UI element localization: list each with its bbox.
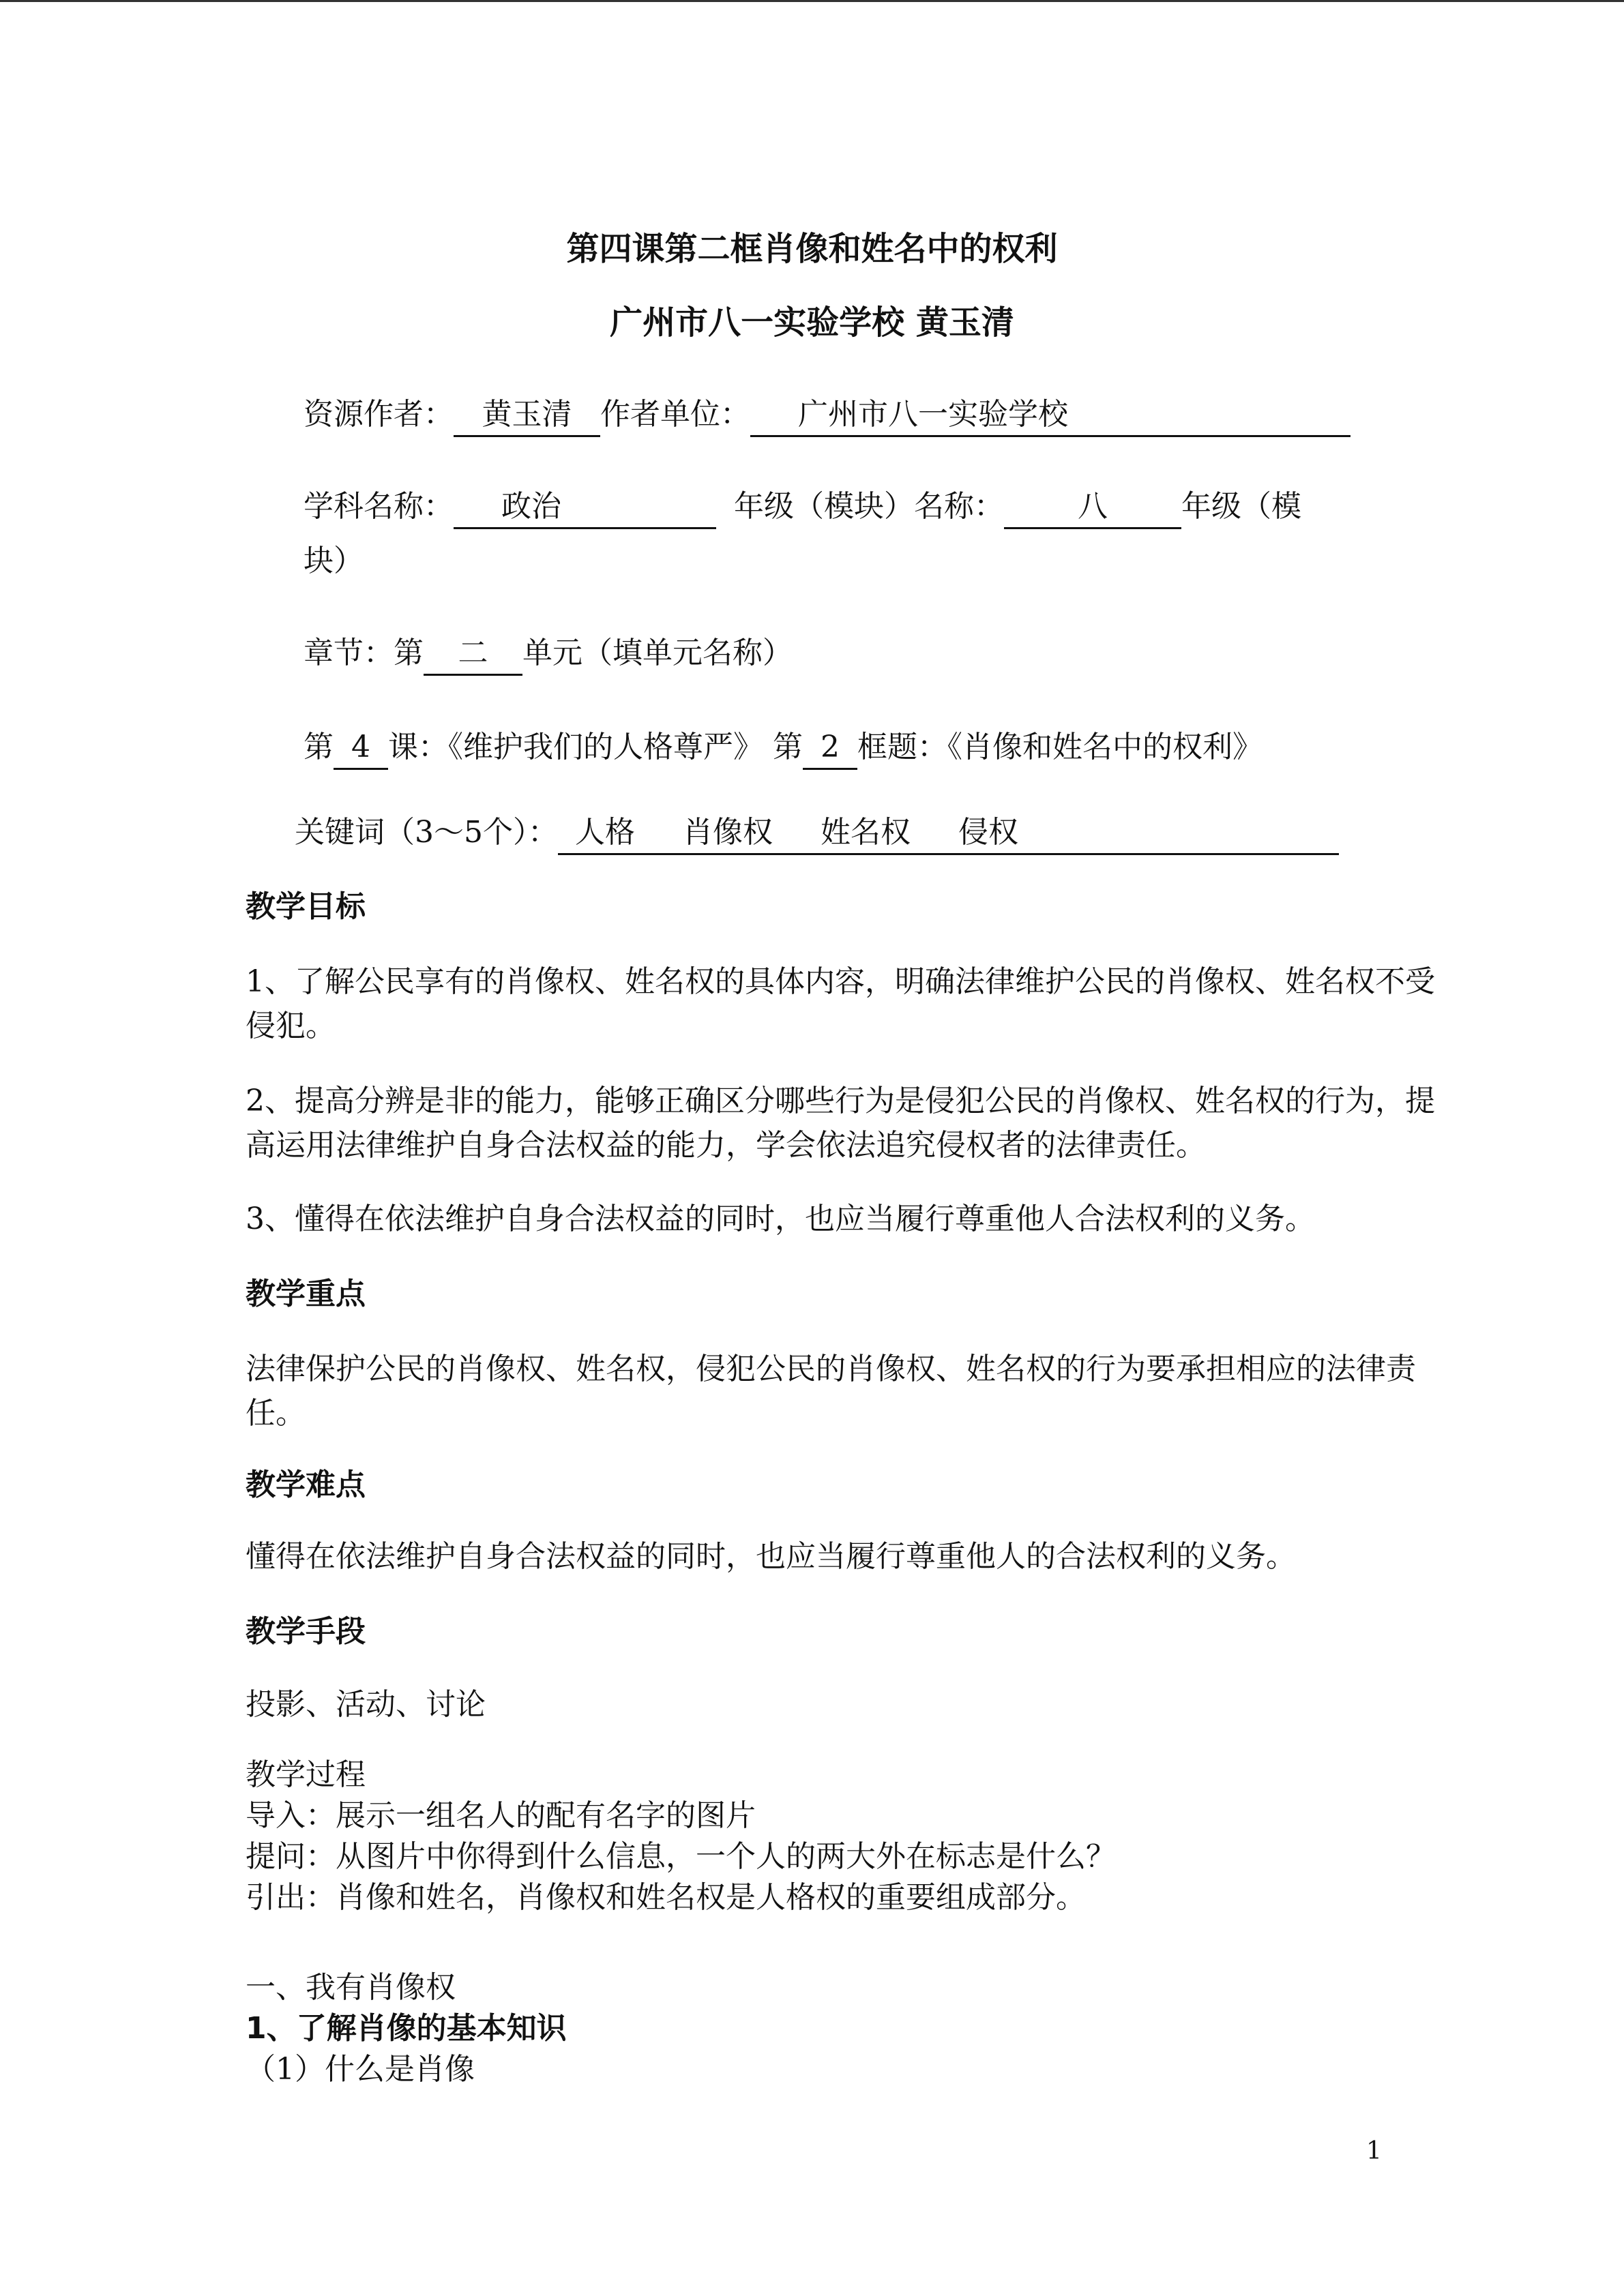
objectives-heading: 教学目标 [246, 889, 366, 924]
lesson-row [304, 727, 1263, 770]
grade-suffix-2: 块） [304, 543, 364, 578]
difficulty-text: 懂得在依法维护自身合法权益的同时，也应当履行尊重他人的合法权利的义务。 [246, 1539, 1296, 1574]
difficulty-heading: 教学难点 [246, 1467, 366, 1502]
unit-label: 作者单位： [600, 397, 750, 432]
lesson-number: 4 [334, 727, 388, 770]
section-1-subheading: 1、了解肖像的基本知识 [246, 2011, 567, 2046]
keyword-item: 人格 [575, 815, 635, 850]
author-value: 黄玉清 [454, 394, 600, 437]
subject-value: 政治 [454, 486, 716, 529]
lesson-prefix: 第 [304, 730, 334, 764]
frame-title: 框题：《肖像和姓名中的权利》 [857, 730, 1263, 764]
chapter-row [304, 633, 793, 676]
author-label: 资源作者： [304, 397, 454, 432]
process-lead: 引出：肖像和姓名，肖像权和姓名权是人格权的重要组成部分。 [246, 1880, 1086, 1915]
page-title: 第四课第二框肖像和姓名中的权利 [566, 230, 1058, 268]
means-heading: 教学手段 [246, 1614, 366, 1649]
keywords-label: 关键词（3～5个）： [295, 815, 558, 850]
subject-row [304, 486, 1301, 529]
keywords-row [295, 812, 1339, 855]
objective-3: 3、懂得在依法维护自身合法权益的同时，也应当履行尊重他人合法权利的义务。 [246, 1202, 1315, 1236]
grade-label: 年级（模块）名称： [734, 489, 1004, 524]
process-intro: 导入：展示一组名人的配有名字的图片 [246, 1798, 756, 1833]
grade-suffix-1: 年级（模 [1181, 489, 1301, 524]
objective-2-line-1: 2、提高分辨是非的能力，能够正确区分哪些行为是侵犯公民的肖像权、姓名权的行为，提 [246, 1084, 1435, 1118]
keyword-item: 姓名权 [821, 815, 911, 850]
keyword-item: 侵权 [958, 815, 1018, 850]
page-number: 1 [1366, 2137, 1382, 2165]
subject-label: 学科名称： [304, 489, 454, 524]
process-question: 提问：从图片中你得到什么信息，一个人的两大外在标志是什么？ [246, 1839, 1116, 1874]
keypoints-heading: 教学重点 [246, 1277, 366, 1311]
keypoints-line-1: 法律保护公民的肖像权、姓名权，侵犯公民的肖像权、姓名权的行为要承担相应的法律责 [246, 1352, 1416, 1386]
means-text: 投影、活动、讨论 [246, 1687, 486, 1722]
keyword-item: 肖像权 [683, 815, 773, 850]
objective-1-line-1: 1、了解公民享有的肖像权、姓名权的具体内容，明确法律维护公民的肖像权、姓名权不受 [246, 964, 1435, 999]
keypoints-line-2: 任。 [246, 1396, 306, 1431]
author-row [304, 394, 1381, 437]
lesson-title: 课：《维护我们的人格尊严》 第 [388, 730, 803, 764]
objective-1-line-2: 侵犯。 [246, 1009, 336, 1043]
section-1-item: （1）什么是肖像 [246, 2052, 475, 2087]
frame-number: 2 [803, 727, 857, 770]
section-1-heading: 一、我有肖像权 [246, 1970, 456, 2005]
chapter-value: 二 [424, 633, 522, 676]
keywords-list [558, 812, 1339, 855]
chapter-label: 章节：第 [304, 636, 424, 670]
process-heading: 教学过程 [246, 1757, 366, 1792]
objective-2-line-2: 高运用法律维护自身合法权益的能力，学会依法追究侵权者的法律责任。 [246, 1128, 1206, 1163]
page-subtitle: 广州市八一实验学校 黄玉清 [610, 303, 1014, 342]
unit-value: 广州市八一实验学校 [750, 394, 1350, 437]
chapter-suffix: 单元（填单元名称） [522, 636, 793, 670]
top-border [0, 0, 1624, 2]
grade-value: 八 [1004, 486, 1181, 529]
